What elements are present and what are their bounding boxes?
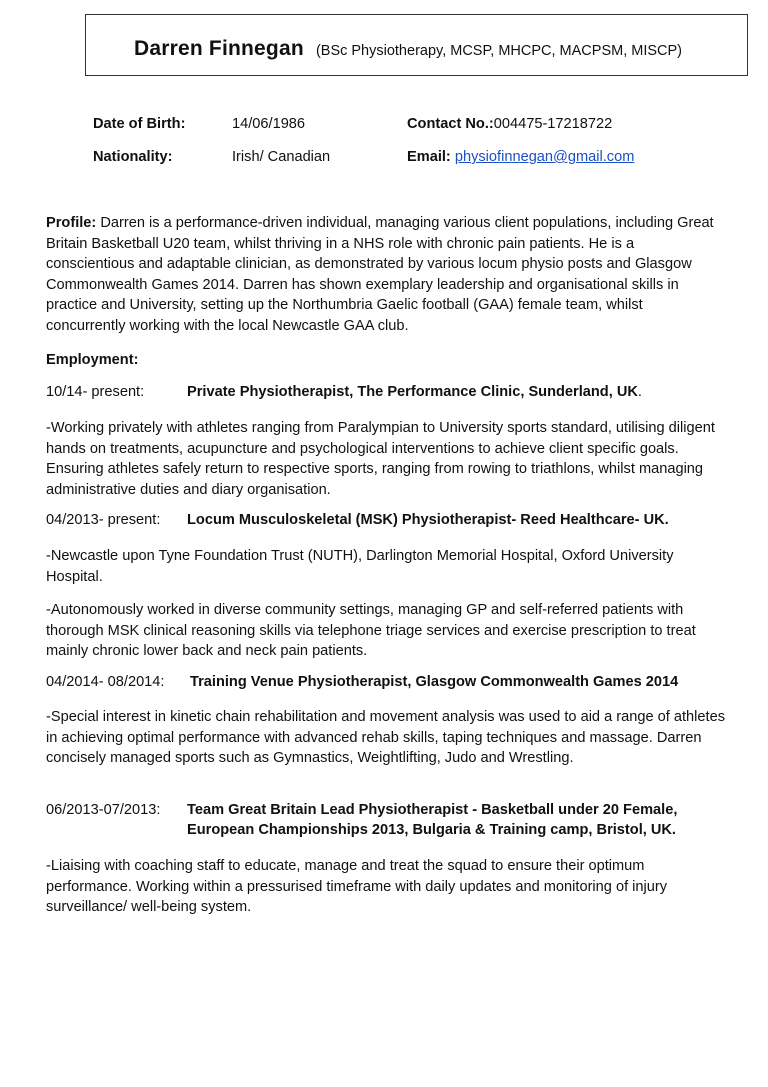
email-label: Email: xyxy=(407,149,451,165)
job-4-title-line-2: European Championships 2013, Bulgaria & Training camp, Bristol, UK. xyxy=(187,822,676,838)
job-4-paragraph-1: -Liaising with coaching staff to educate, manage and treat the squad to ensure their optimum performance. Working within a pressurised timeframe with daily updates and monitoring of injury surveillance/ well-being system. xyxy=(46,858,668,915)
job-3-paragraph-1: -Special interest in kinetic chain rehabilitation and movement analysis was used to aid a range of athletes in achieving optimal performance with advanced rehab skills, taping techniques and massage. Darren concisely managed sports such as Gymnastics, Weightlifting, Judo and Wrestling. xyxy=(46,709,725,766)
dob-label: Date of Birth: xyxy=(93,116,186,132)
job-2-paragraph-1: -Newcastle upon Tyne Foundation Trust (NUTH), Darlington Memorial Hospital, Oxford University Hospital. xyxy=(46,548,674,585)
profile-text: Darren is a performance-driven individual, managing various client populations, including Great Britain Basketball U20 team, whilst thriving in a NHS role with chronic pain patients. He is a conscientious and adaptable clinician, as demonstrated by various locum physio posts and Glasgow Commonwealth Games 2014. Darren has shown exemplary leadership and organisational skills in practice and University, setting up the Northumbria Gaelic football (GAA) female team, whilst concurrently working with the local Newcastle GAA club. xyxy=(46,215,714,334)
job-3-dates: 04/2014- 08/2014: xyxy=(46,674,165,690)
job-1-title xyxy=(187,384,642,400)
dob-value: 14/06/1986 xyxy=(232,116,306,132)
nationality-label: Nationality: xyxy=(93,149,173,165)
job-1-paragraph-1: -Working privately with athletes ranging from Paralympian to University sports standard, utilising diligent hands on treatments, acupuncture and psychological interventions to achieve client specific goals. Ensuring athletes safely return to respective sports, ranging from rowing to triathlons, whilst managing administrative duties and diary organisation. xyxy=(46,420,715,498)
profile-label: Profile: xyxy=(46,215,97,231)
contact-value: 004475-17218722 xyxy=(493,116,613,132)
name-line xyxy=(134,37,682,61)
name-header-box xyxy=(85,14,748,76)
job-1-dates: 10/14- present: xyxy=(46,384,145,400)
employment-heading: Employment: xyxy=(46,352,139,368)
job-2-dates: 04/2013- present: xyxy=(46,512,161,528)
email-row xyxy=(407,149,634,165)
email-link[interactable]: physiofinnegan@gmail.com xyxy=(454,149,635,165)
contact-label: Contact No.: xyxy=(407,116,494,132)
profile-paragraph xyxy=(46,213,726,336)
job-3-title: Training Venue Physiotherapist, Glasgow Commonwealth Games 2014 xyxy=(190,674,679,690)
contact-row xyxy=(407,116,612,132)
job-1-title-text: Private Physiotherapist, The Performance Clinic, Sunderland, UK xyxy=(187,384,638,400)
nationality-value: Irish/ Canadian xyxy=(232,149,331,165)
job-2-title: Locum Musculoskeletal (MSK) Physiotherapist- Reed Healthcare- UK. xyxy=(187,512,669,528)
job-2-paragraph-2: -Autonomously worked in diverse community settings, managing GP and self-referred patients with thorough MSK clinical reasoning skills via telephone triage services and exercise prescription to treat mainly chronic lower back and neck pain patients. xyxy=(46,602,696,659)
credentials: (BSc Physiotherapy, MCSP, MHCPC, MACPSM, MISCP) xyxy=(315,43,683,59)
job-4-dates: 06/2013-07/2013: xyxy=(46,802,161,818)
candidate-name: Darren Finnegan xyxy=(134,37,304,60)
job-1-title-suffix: . xyxy=(637,384,642,400)
job-4-title-line-1: Team Great Britain Lead Physiotherapist - Basketball under 20 Female, xyxy=(187,802,678,818)
